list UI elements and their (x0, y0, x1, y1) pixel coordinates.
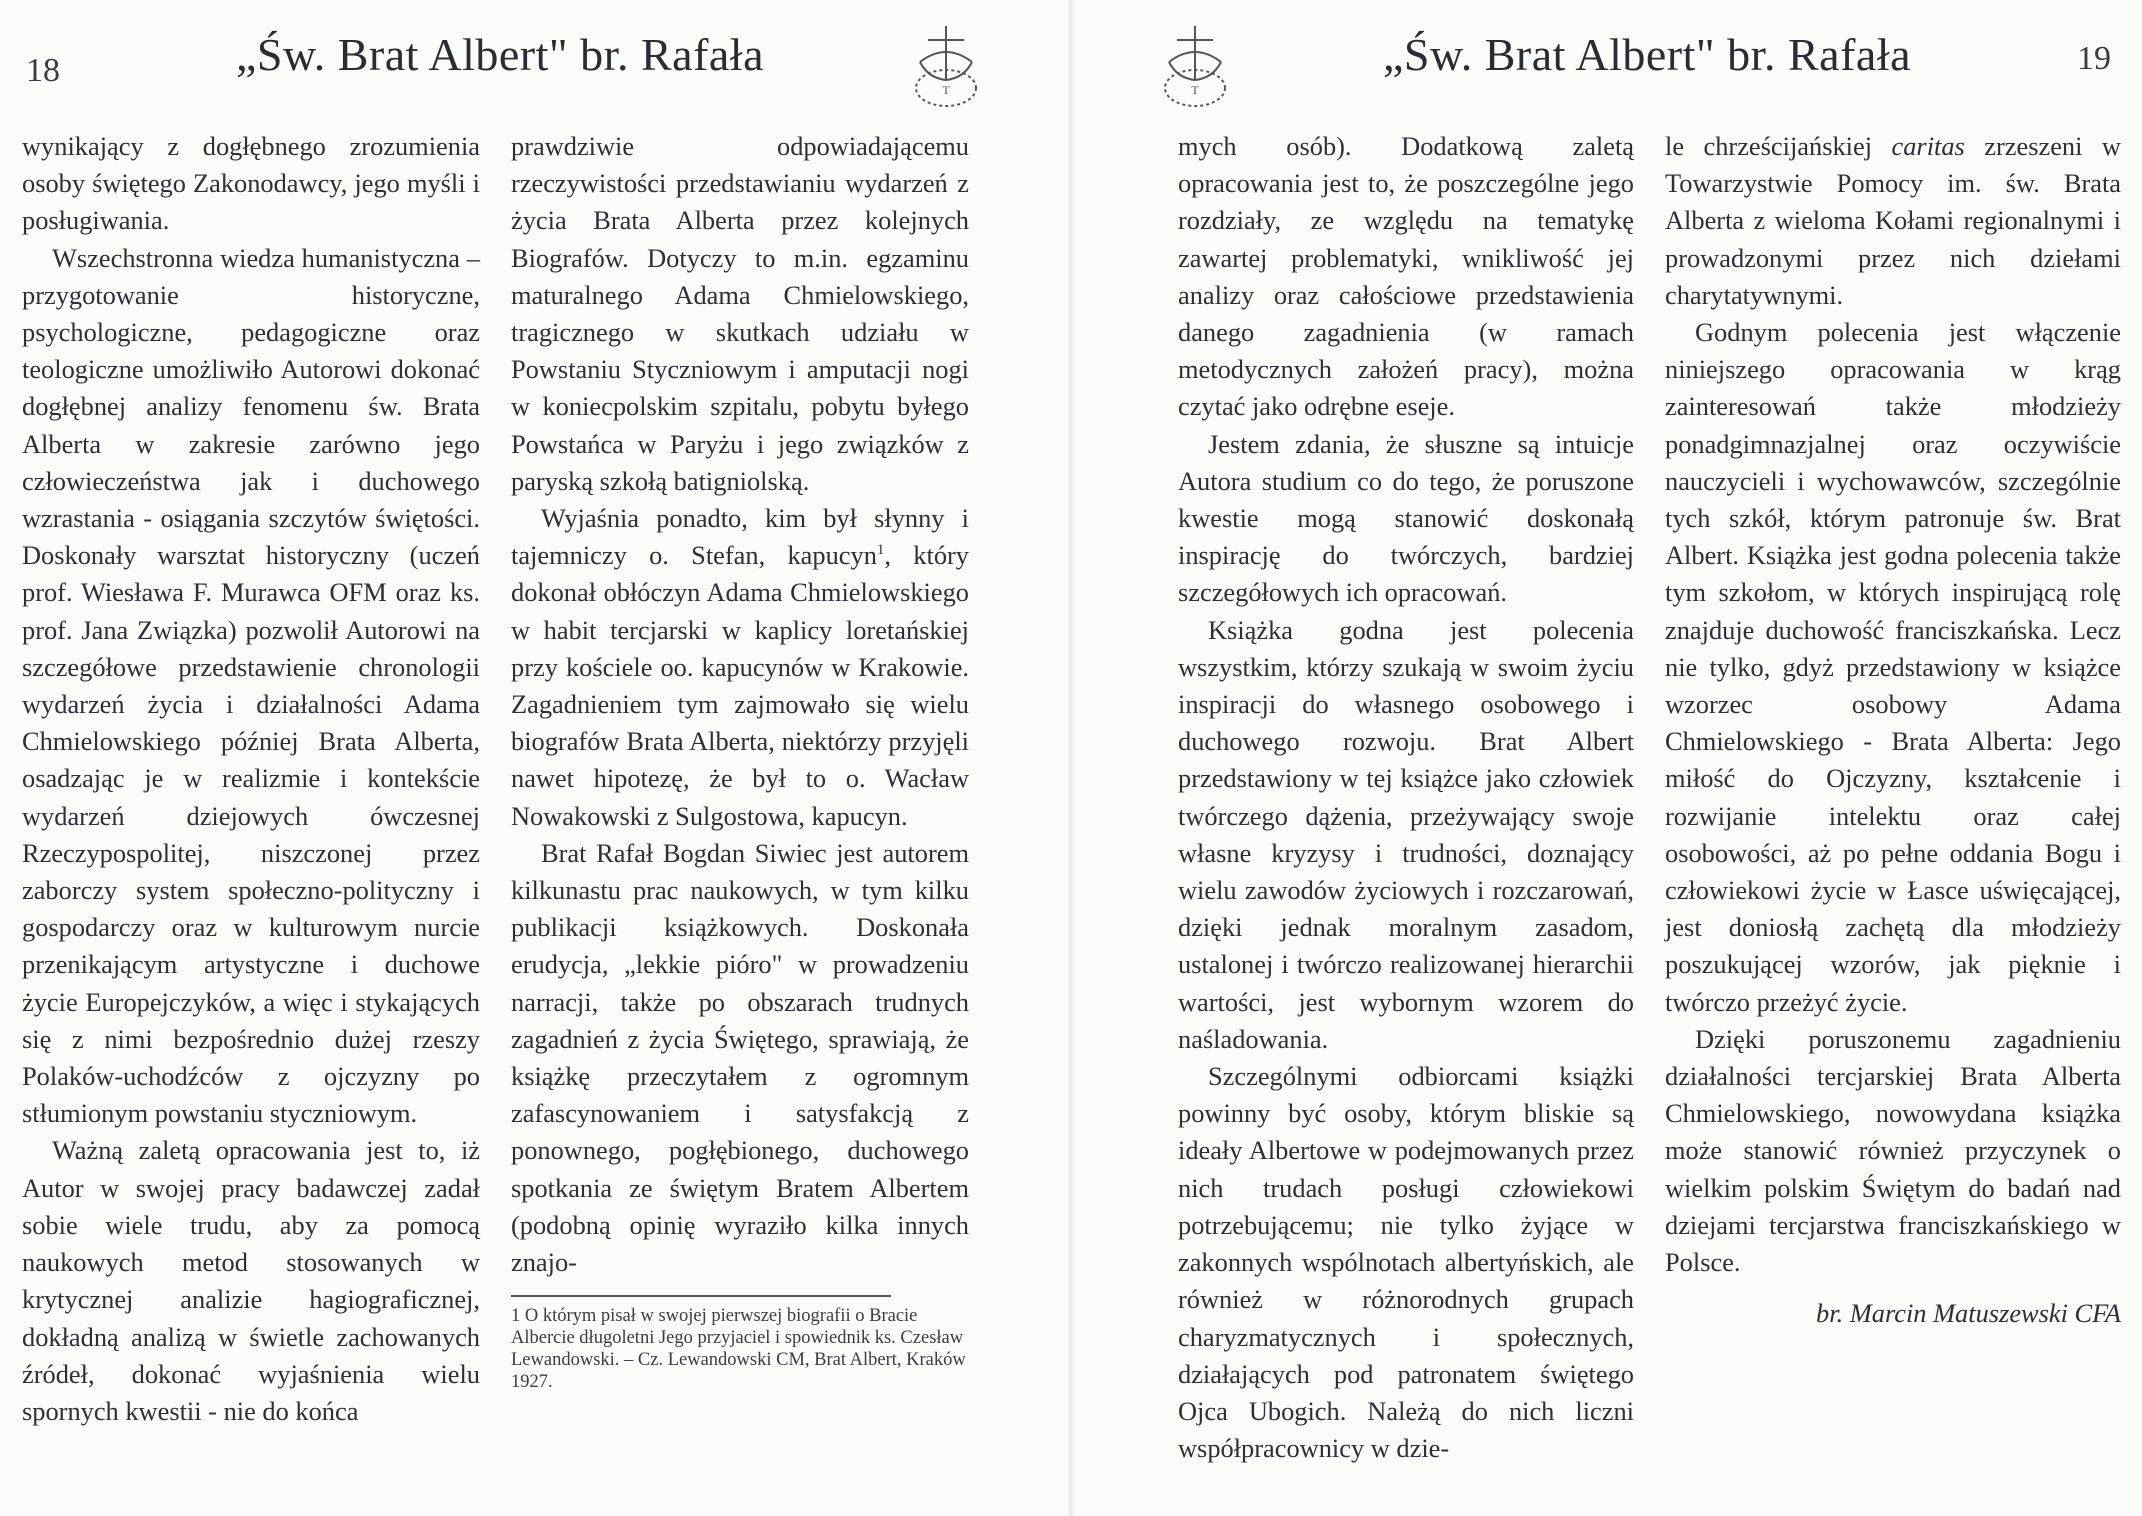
paragraph-text: zrzeszeni w Towarzystwie Pomocy im. św. Brata Alberta z wieloma Kołami regionalnymi i prowadzonymi przez nich dziełami charytatywnymi. (1665, 131, 2121, 310)
svg-text:T: T (942, 83, 950, 97)
running-header: „Św. Brat Albert" br. Rafała (1383, 29, 1911, 80)
right-page-column-1 (1178, 128, 1634, 1467)
paragraph: prawdziwie odpowiadającemu rzeczywistości przedstawianiu wydarzeń z życia Brata Alberta przez kolejnych Biografów. Dotyczy to m.in. egzaminu maturalnego Adama Chmielowskiego, tragicznego w skutkach udziału w Powstaniu Styczniowym i amputacji nogi w koniecpolskim szpitalu, pobytu byłego Powstańca w Paryżu i jego związków z paryską szkołą batigniolską. (511, 131, 969, 496)
franciscan-cross-emblem-icon (1147, 22, 1243, 112)
svg-text:T: T (1191, 83, 1199, 97)
paragraph (511, 500, 969, 835)
paragraph: Dzięki poruszonemu zagadnieniu działalności tercjarskiej Brata Alberta Chmielowskiego, nowowydana książka może stanowić również przyczynek o wielkim polskim Świętym do badań nad dziejami tercjarstwa franciszkańskiego w Polsce. (1665, 1023, 2121, 1278)
paragraph: Jestem zdania, że słuszne są intuicje Autora studium co do tego, że poruszone kwestie mogą stanowić doskonałą inspirację do twórczych, bardziej szczegółowych ich opracowań. (1178, 428, 1634, 608)
latin-term: caritas (1891, 131, 1965, 161)
paragraph (1665, 128, 2121, 314)
page-number: 18 (26, 52, 60, 89)
right-page (1071, 0, 2142, 1516)
paragraph: Ważną zaletą opracowania jest to, iż Autor w swojej pracy badawczej zadał sobie wiele trudu, aby za pomocą naukowych metod stosowanych w krytycznej analizie hagiograficznej, dokładną analizą w świetle zachowanych źródeł, dokonać wyjaśnienia wielu spornych kwestii - nie do końca (22, 1135, 480, 1426)
running-header: „Św. Brat Albert" br. Rafała (236, 29, 764, 80)
footnote: 1 O którym pisał w swojej pierwszej biografii o Bracie Albercie długoletni Jego przyjaciel i spowiednik ks. Czesław Lewandowski. – Cz. Lewandowski CM, Brat Albert, Kraków 1927. (511, 1306, 966, 1393)
left-page-column-1 (22, 128, 480, 1430)
right-page-column-2 (1665, 128, 2121, 1333)
paragraph-text: Wyjaśnia ponadto, kim był słynny i tajemniczy o. Stefan, kapucyn (511, 503, 969, 571)
paragraph: mych osób). Dodatkową zaletą opracowania jest to, że poszczególne jego rozdziały, ze względu na tematykę zawartej problematyki, wnikliwość jej analizy oraz całościowe przedstawienia danego zagadnienia (w ramach metodycznych założeń pracy), można czytać jako odrębne eseje. (1178, 131, 1634, 422)
paragraph: Wszechstronna wiedza humanistyczna – przygotowanie historyczne, psychologiczne, pedagogiczne oraz teologiczne umożliwiło Autorowi dokonać dogłębnej analizy fenomenu św. Brata Alberta w zakresie zarówno jego człowieczeństwa jak i duchowego wzrastania - osiągania szczytów świętości. Doskonały warsztat historyczny (uczeń prof. Wiesława F. Murawca OFM oraz ks. prof. Jana Związka) pozwolił Autorowi na szczegółowe przedstawienie chronologii wydarzeń życia i działalności Adama Chmielowskiego później Brata Alberta, osadzając je w realizmie i kontekście wydarzeń dziejowych ówczesnej Rzeczypospolitej, niszczonej przez zaborczy system społeczno-polityczny i gospodarczy oraz w kulturowym nurcie przenikającym artystyczne i duchowe życie Europejczyków, a więc i stykających się z nimi bezpośrednio dużej rzeszy Polaków-uchodźców z ojczyzny po stłumionym powstaniu styczniowym. (22, 242, 480, 1129)
paragraph: Brat Rafał Bogdan Siwiec jest autorem kilkunastu prac naukowych, w tym kilku publikacji książkowych. Doskonała erudycja, „lekkie pióro" w prowadzeniu narracji, także po obszarach trudnych zagadnień z życia Świętego, sprawiają, że książkę przeczytałem z ogromnym zafascynowaniem i satysfakcją z ponownego, pogłębionego, duchowego spotkania ze świętym Bratem Albertem (podobną opinię wyraziło kilka innych znajo- (511, 837, 969, 1278)
franciscan-cross-emblem-icon (898, 22, 994, 112)
paragraph: Książka godna jest polecenia wszystkim, którzy szukają w swoim życiu inspiracji do własnego osobowego i duchowego rozwoju. Brat Albert przedstawiony w tej książce jako człowiek twórczego dążenia, przeżywający swoje własne kryzysy i trudności, doznający wielu zawodów życiowych i rozczarowań, dzięki jednak moralnym zasadom, ustalonej i twórczo realizowanej hierarchii wartości, jest wybornym wzorem do naśladowania. (1178, 614, 1634, 1054)
paragraph-text: le chrześcijańskiej (1665, 131, 1892, 161)
left-page-column-2 (511, 128, 969, 1393)
paragraph: Godnym polecenia jest włączenie niniejszego opracowania w krąg zainteresowań także młodzieży ponadgimnazjalnej oraz oczywiście nauczycieli i wychowawców, szczególnie tych szkół, którym patronuje św. Brat Albert. Książka jest godna polecenia także tym szkołom, w których inspirującą rolę znajduje duchowość franciszkańska. Lecz nie tylko, gdyż przedstawiony w książce wzorzec osobowy Adama Chmielowskiego - Brata Alberta: Jego miłość do Ojczyzny, kształcenie i rozwijanie intelektu oraz całej osobowości, aż po pełne oddania Bogu i człowiekowi życie w Łasce uświęcającej, jest doniosłą zachętą dla młodzieży poszukującej wzorów, jak pięknie i twórczo przeżyć życie. (1665, 317, 2121, 1017)
page-number: 19 (2077, 40, 2111, 77)
author-signature: br. Marcin Matuszewski CFA (1816, 1298, 2121, 1329)
footnote-reference[interactable]: 1 (876, 542, 885, 559)
paragraph: wynikający z dogłębnego zrozumienia osoby świętego Zakonodawcy, jego myśli i posługiwania. (22, 131, 480, 236)
footnote-divider (511, 1295, 891, 1297)
paragraph-text: , który dokonał obłóczyn Adama Chmielowskiego w habit tercjarski w kaplicy loretańskiej przy kościele oo. kapucynów w Krakowie. Zagadnieniem tym zajmowało się wielu biografów Brata Alberta, niektórzy przyjęli nawet hipotezę, że był to o. Wacław Nowakowski z Sulgostowa, kapucyn. (511, 540, 969, 831)
paragraph: Szczególnymi odbiorcami książki powinny być osoby, którym bliskie są ideały Albertowe w podejmowanych przez nich trudach posługi człowiekowi potrzebującemu; nie tylko żyjące w zakonnych wspólnotach albertyńskich, ale również w różnorodnych grupach charyzmatycznych i społecznych, działających pod patronatem świętego Ojca Ubogich. Należą do nich liczni współpracownicy w dzie- (1178, 1061, 1634, 1464)
